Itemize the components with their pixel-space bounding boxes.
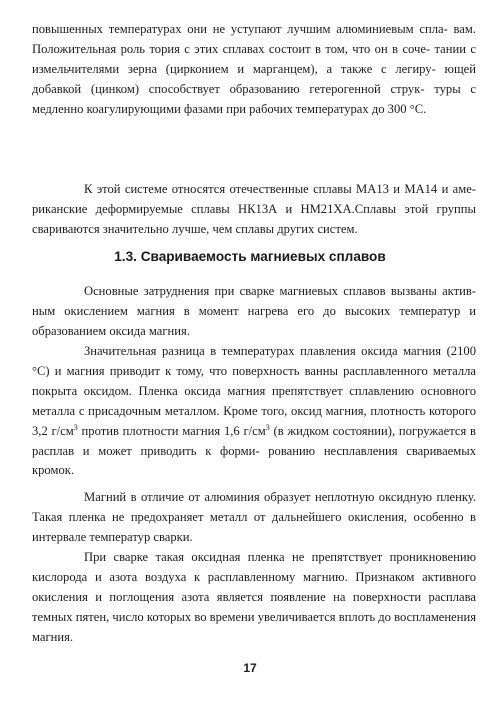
superscript-cubic: 3	[265, 422, 270, 432]
page-number: 17	[243, 661, 257, 675]
paragraph-oxidation-signs: При сварке такая оксидная пленка не препятствует проникновению кислорода и азота воздуха к расплавленному магнию. Признаком активного окисления и поглощения азота является появление на поверхности расплава темных пятен, число которых во времени увеличивается вплоть до воспламенения магния.	[32, 550, 476, 644]
paragraph-welding-difficulties: Основные затруднения при сварке магниевых сплавов вызваны актив- ным окислением магния в момент нагрева его до высоких температур и образованием оксида магния.	[32, 284, 476, 338]
paragraph-oxide-melting-part-c: (в жидком состоянии), погружается в расплав и может приводить к форми- рованию несплавления свариваемых кромок.	[32, 423, 476, 478]
paragraph-oxide-melting-part-a: Значительная разница в температурах плавления оксида магния (2100 °С) и магния приводит к тому, что поверхность ванны расплавленного металла покрыта оксидом. Пленка оксида магния препятствует сплавлению основного металла с присадочным металлом. Кроме того, оксид магния, плотность которого 3,2 г/см	[32, 344, 476, 438]
paragraph-oxide-film: Магний в отличие от алюминия образует неплотную оксидную пленку. Такая пленка не предохраняет металл от дальнейшего окисления, особенно в интервале температур сварки.	[32, 490, 476, 544]
paragraph-oxide-melting-part-b: против плотности магния 1,6 г/см	[77, 423, 266, 438]
paragraph-oxide-melting	[32, 342, 476, 481]
section-heading: 1.3. Свариваемость магниевых сплавов	[114, 249, 386, 264]
superscript-cubic: 3	[73, 422, 78, 432]
paragraph-thorium-role: повышенных температурах они не уступают лучшим алюминиевым спла- вам. Положительная роль тория с этих сплавах состоит в том, что он в соче- тании с измельчителями зерна (цирконием и марганцем), а также с легиру- ющей добавкой (цинком) способствует образованию гетерогенной струк- туры с медленно коагулирующими фазами при рабочих температурах до 300 °С.	[32, 22, 476, 116]
paragraph-alloy-system: К этой системе относятся отечественные сплавы МА13 и МА14 и аме- риканские деформируемые сплавы НК13А и НМ21ХА.Сплавы этой группы свариваются значительно лучше, чем сплавы других систем.	[32, 182, 476, 236]
